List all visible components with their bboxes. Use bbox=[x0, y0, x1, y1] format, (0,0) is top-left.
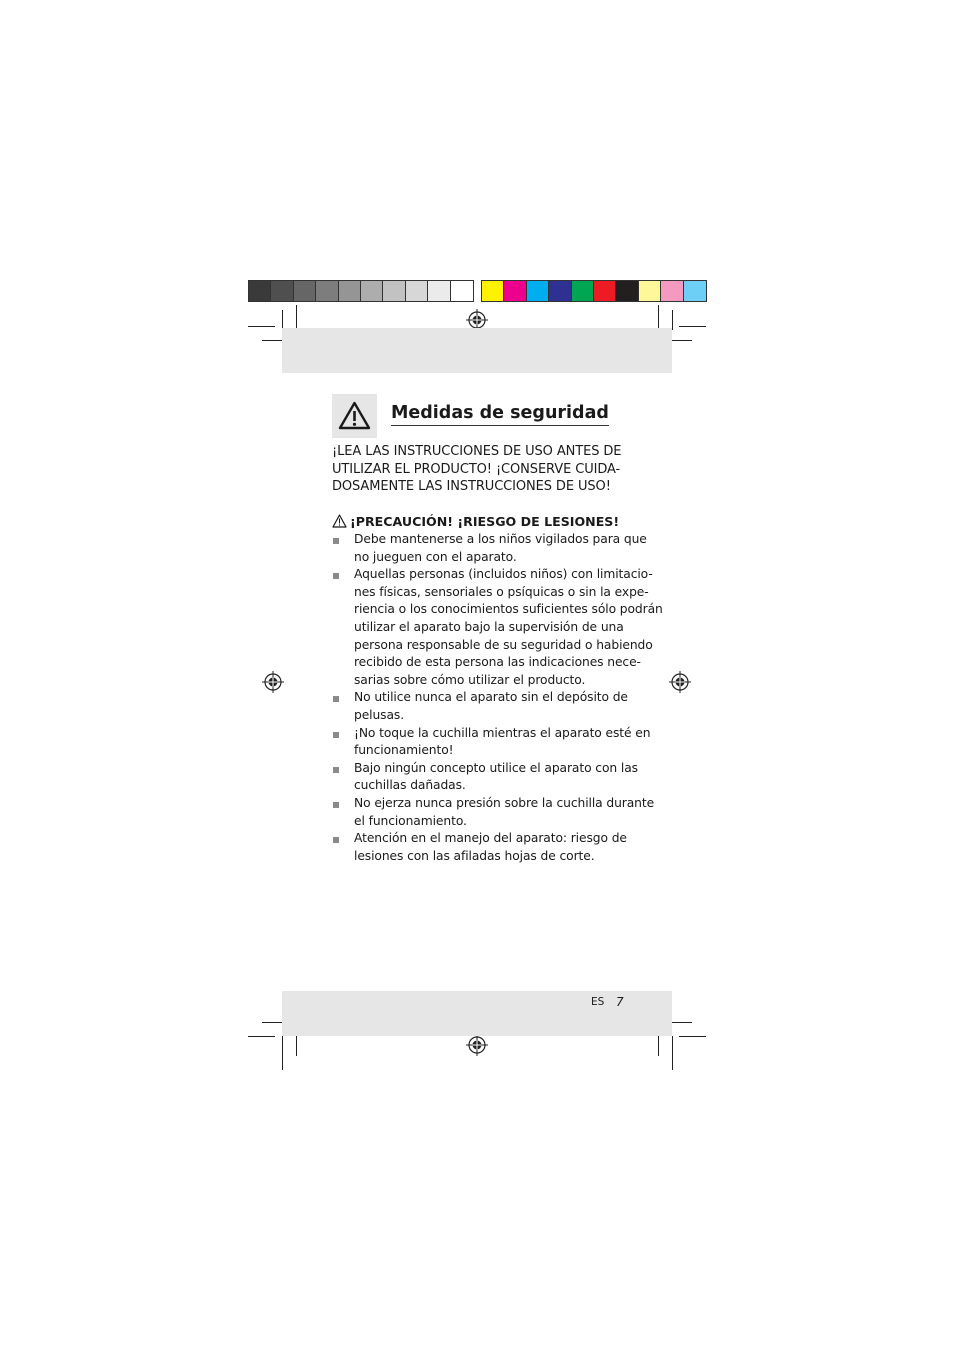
square-bullet-icon bbox=[333, 538, 339, 544]
color-swatch bbox=[684, 281, 706, 301]
crop-mark bbox=[296, 305, 297, 329]
header-band bbox=[282, 328, 672, 373]
color-swatch bbox=[316, 281, 338, 301]
color-swatch bbox=[271, 281, 293, 301]
intro-line: ¡LEA LAS INSTRUCCIONES DE USO ANTES DE bbox=[332, 444, 622, 459]
crop-mark bbox=[679, 326, 706, 327]
list-item-line: lesiones con las afiladas hojas de corte. bbox=[354, 848, 595, 863]
crop-mark bbox=[672, 340, 692, 341]
grayscale-color-bar bbox=[248, 280, 474, 302]
crop-mark bbox=[679, 1036, 706, 1037]
color-swatch bbox=[294, 281, 316, 301]
crop-mark bbox=[672, 310, 673, 330]
color-swatch bbox=[616, 281, 638, 301]
list-item-line: ¡No toque la cuchilla mientras el aparato esté en bbox=[354, 725, 651, 740]
square-bullet-icon bbox=[333, 802, 339, 808]
list-item-line: Bajo ningún concepto utilice el aparato con las bbox=[354, 760, 638, 775]
registration-mark-icon bbox=[669, 671, 691, 693]
list-item-line: nes físicas, sensoriales o psíquicas o sin la expe- bbox=[354, 584, 649, 599]
list-item-line: recibido de esta persona las indicaciones nece- bbox=[354, 655, 641, 670]
color-swatch bbox=[594, 281, 616, 301]
intro-paragraph bbox=[332, 443, 632, 496]
crop-mark bbox=[672, 1036, 673, 1070]
list-item-line: sarias sobre cómo utilizar el producto. bbox=[354, 672, 586, 687]
square-bullet-icon bbox=[333, 732, 339, 738]
list-item-line: el funcionamiento. bbox=[354, 813, 467, 828]
registration-mark-icon bbox=[466, 1034, 488, 1056]
color-swatch bbox=[361, 281, 383, 301]
page-number: 7 bbox=[616, 995, 624, 1009]
list-item bbox=[332, 689, 632, 724]
crop-mark bbox=[248, 326, 275, 327]
page-title: Medidas de seguridad bbox=[391, 403, 609, 426]
list-item bbox=[332, 760, 638, 795]
color-swatch bbox=[549, 281, 571, 301]
color-swatch bbox=[339, 281, 361, 301]
safety-list bbox=[332, 531, 663, 865]
color-swatch bbox=[527, 281, 549, 301]
list-item bbox=[332, 795, 655, 830]
list-item-line: Debe mantenerse a los niños vigilados para que bbox=[354, 532, 647, 546]
list-item-line: utilizar el aparato bajo la supervisión de una bbox=[354, 619, 624, 634]
list-item bbox=[332, 531, 647, 566]
list-item-line: riencia o los conocimientos suficientes sólo podrán bbox=[354, 602, 663, 617]
color-swatch bbox=[406, 281, 428, 301]
intro-line: DOSAMENTE LAS INSTRUCCIONES DE USO! bbox=[332, 479, 611, 495]
warning-icon-box bbox=[332, 394, 377, 438]
crop-mark bbox=[262, 340, 282, 341]
list-item-line: funcionamiento! bbox=[354, 743, 454, 758]
crop-mark bbox=[282, 310, 283, 330]
crop-mark bbox=[658, 305, 659, 329]
list-item bbox=[332, 566, 663, 689]
crop-mark bbox=[262, 1022, 282, 1023]
list-item-line: Atención en el manejo del aparato: riesgo de bbox=[354, 831, 627, 846]
caution-text: ¡PRECAUCIÓN! ¡RIESGO DE LESIONES! bbox=[350, 514, 620, 529]
color-swatch bbox=[249, 281, 271, 301]
list-item-line: pelusas. bbox=[354, 707, 405, 722]
list-item-line: Aquellas personas (incluidos niños) con limitacio- bbox=[354, 567, 653, 582]
process-color-bar bbox=[481, 280, 707, 302]
color-swatch bbox=[504, 281, 526, 301]
color-swatch bbox=[572, 281, 594, 301]
crop-mark bbox=[672, 1022, 692, 1023]
registration-mark-icon bbox=[262, 671, 284, 693]
square-bullet-icon bbox=[333, 767, 339, 773]
intro-line: UTILIZAR EL PRODUCTO! ¡CONSERVE CUIDA- bbox=[332, 461, 621, 477]
list-item bbox=[332, 830, 632, 865]
color-swatch bbox=[451, 281, 473, 301]
list-item-line: No utilice nunca el aparato sin el depósito de bbox=[354, 690, 628, 705]
list-item-line: persona responsable de su seguridad o habiendo bbox=[354, 637, 653, 652]
color-swatch bbox=[661, 281, 683, 301]
crop-mark bbox=[248, 1036, 275, 1037]
warning-triangle-icon bbox=[332, 394, 377, 438]
warning-triangle-icon bbox=[332, 514, 347, 528]
color-swatch bbox=[482, 281, 504, 301]
caution-heading bbox=[332, 513, 619, 531]
square-bullet-icon bbox=[333, 573, 339, 579]
color-swatch bbox=[639, 281, 661, 301]
language-code: ES bbox=[591, 996, 605, 1008]
footer-band bbox=[282, 991, 672, 1036]
list-item-line: cuchillas dañadas. bbox=[354, 778, 466, 793]
crop-mark bbox=[282, 1036, 283, 1070]
color-swatch bbox=[383, 281, 405, 301]
list-item-line: no jueguen con el aparato. bbox=[354, 549, 517, 564]
list-item bbox=[332, 725, 651, 760]
square-bullet-icon bbox=[333, 696, 339, 702]
list-item-line: No ejerza nunca presión sobre la cuchilla durante bbox=[354, 795, 655, 810]
square-bullet-icon bbox=[333, 837, 339, 843]
color-swatch bbox=[428, 281, 450, 301]
